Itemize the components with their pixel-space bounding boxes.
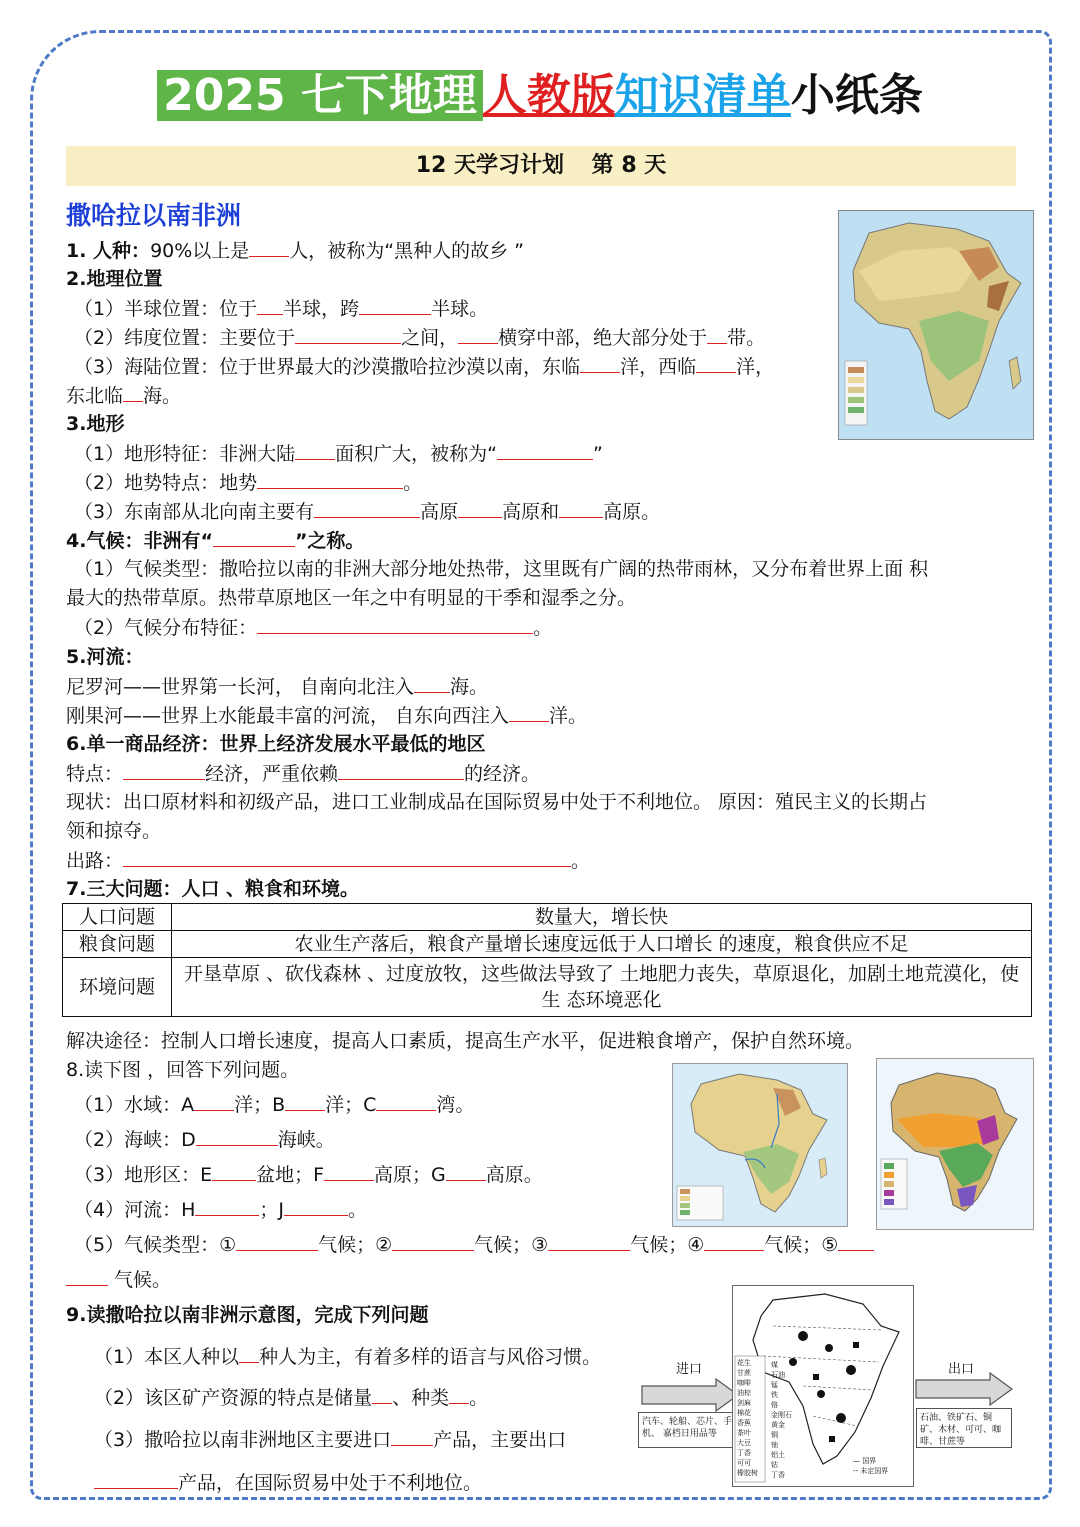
- legend-item: 大豆: [737, 1439, 751, 1447]
- line-climate-distribution: [74, 613, 552, 642]
- legend-label: 未定国界: [860, 1467, 889, 1475]
- line-latitude: [74, 323, 765, 352]
- blank-climate-1[interactable]: [236, 1230, 318, 1251]
- blank-climate-5[interactable]: [838, 1230, 874, 1251]
- legend-item: 可可: [737, 1459, 751, 1467]
- blank-landform-g[interactable]: [446, 1160, 486, 1181]
- export-items-box: [916, 1408, 1012, 1448]
- line-strait: [74, 1125, 335, 1154]
- blank-race-main[interactable]: [239, 1342, 259, 1363]
- legend-item: 钴: [771, 1461, 778, 1469]
- line-congo: [66, 701, 587, 730]
- text: 。: [571, 850, 591, 872]
- heading-ssa-diagram: 9.读撒哈拉以南非洲示意图，完成下列问题: [66, 1304, 429, 1326]
- blank-climate-distribution[interactable]: [257, 613, 533, 634]
- line-economy-solution: [66, 846, 590, 875]
- blank-climate-5-cont[interactable]: [66, 1265, 108, 1286]
- heading-terrain: 3.地形: [66, 413, 125, 435]
- import-items-box: [638, 1412, 736, 1448]
- text: 横穿中部，绝大部分处于: [498, 327, 708, 349]
- text: （1）本区人种以: [94, 1346, 240, 1368]
- item-race-text: 90%以上是: [150, 240, 250, 262]
- heading-problems: 7.三大问题：人口 、粮食和环境。: [66, 878, 360, 900]
- title-part-grade: 2025 七下地理: [157, 70, 483, 121]
- table-cell: 粮食问题: [63, 931, 172, 958]
- heading-location: 2.地理位置: [66, 268, 163, 290]
- export-items-text: 石油、铁矿石、铜矿、木材、可可、咖啡、甘蔗等: [920, 1413, 1002, 1447]
- export-label: 出口: [948, 1362, 975, 1377]
- ssa-map-legend: [737, 1358, 765, 1478]
- line-landforms: [74, 1160, 543, 1189]
- text: （5）气候类型：①: [74, 1234, 237, 1256]
- import-label: 进口: [676, 1362, 703, 1377]
- blank-economy-1[interactable]: [123, 759, 205, 780]
- table-cell: 开垦草原 、砍伐森林 、过度放牧，这些做法导致了 土地肥力丧失，草原退化，加剧土地荒漠化，使生 态环境恶化: [172, 958, 1032, 1017]
- legend-item: 花生: [737, 1359, 751, 1367]
- blank-river-h[interactable]: [195, 1195, 259, 1216]
- legend-item: 棉花: [737, 1409, 751, 1417]
- table-row: [63, 931, 1032, 958]
- blank-mineral-reserve[interactable]: [372, 1383, 392, 1404]
- text: 气候。: [114, 1269, 172, 1291]
- legend-item: 铝土: [771, 1451, 785, 1459]
- text: 洋。: [549, 705, 588, 727]
- text: （2）海峡：D: [74, 1129, 196, 1151]
- table-cell: 环境问题: [63, 958, 172, 1017]
- ssa-resource-map: [732, 1285, 914, 1487]
- legend-item: 铬: [771, 1401, 778, 1409]
- blank-water-c[interactable]: [376, 1090, 436, 1111]
- text: 刚果河——世界上水能最丰富的河流， 自东向西注入: [66, 705, 510, 727]
- text: 盆地；F: [256, 1164, 325, 1186]
- blank-nile-sea[interactable]: [414, 672, 450, 693]
- blank-climate-nickname[interactable]: [213, 526, 295, 547]
- line-terrain-feature: [74, 439, 603, 468]
- text: （3）海陆位置：位于世界最大的沙漠撒哈拉沙漠以南，东临: [74, 356, 581, 378]
- text: 产品，主要出口: [433, 1429, 567, 1451]
- blank-strait[interactable]: [196, 1125, 278, 1146]
- text: 。: [348, 1199, 368, 1221]
- plan-day: 第 8 天: [591, 153, 667, 178]
- line-economy-feature: [66, 759, 540, 788]
- section-title: 撒哈拉以南非洲: [66, 201, 242, 230]
- legend-item: 铁: [771, 1391, 778, 1399]
- africa-physical-map: [838, 210, 1034, 440]
- ssa-map-legend-borders: [853, 1456, 909, 1476]
- line-minerals: [94, 1383, 488, 1412]
- blank-export[interactable]: [94, 1468, 178, 1489]
- blank-river-j[interactable]: [284, 1195, 348, 1216]
- title-part-note: 小纸条: [790, 70, 923, 121]
- text: 种人为主，有着多样的语言与风俗习惯。: [259, 1346, 602, 1368]
- text: 东北临: [66, 385, 124, 407]
- blank-northeast-sea[interactable]: [123, 381, 143, 402]
- text: 。: [403, 472, 423, 494]
- plan-label: 12 天学习计划: [415, 153, 564, 178]
- ssa-map-legend-minerals: [771, 1360, 801, 1480]
- text: 。: [533, 617, 553, 639]
- import-items-text: 汽车、轮船、芯片、手机、 嘉档日用品等: [642, 1417, 733, 1439]
- text: 海峡。: [277, 1129, 335, 1151]
- blank-climate-3[interactable]: [548, 1230, 630, 1251]
- blank-west-ocean[interactable]: [696, 352, 736, 373]
- legend-item: 茶叶: [737, 1429, 751, 1437]
- study-plan-bar: [66, 146, 1016, 186]
- blank-hemisphere-1[interactable]: [257, 294, 283, 315]
- import-arrow: [640, 1378, 740, 1412]
- legend-item: 橡胶树: [737, 1469, 758, 1477]
- africa-labeled-map: [672, 1063, 848, 1227]
- text: 高原；G: [374, 1164, 446, 1186]
- text: （2）气候分布特征：: [74, 617, 258, 639]
- blank-landform-f[interactable]: [324, 1160, 374, 1181]
- text: 高原。: [603, 501, 661, 523]
- text: 气候；③: [474, 1234, 549, 1256]
- text: 气候；⑤: [764, 1234, 839, 1256]
- legend-item: 剑麻: [737, 1399, 751, 1407]
- text: 面积广大，被称为“: [335, 443, 497, 465]
- line-hemisphere: [74, 294, 488, 323]
- text: 气候；②: [318, 1234, 393, 1256]
- text: （3）撒哈拉以南非洲地区主要进口: [94, 1429, 392, 1451]
- text: 海。: [143, 385, 182, 407]
- blank-water-a[interactable]: [194, 1090, 234, 1111]
- text: （1）半球位置：位于: [74, 298, 258, 320]
- text: （3）东南部从北向南主要有: [74, 501, 315, 523]
- legend-item: 铜: [771, 1431, 778, 1439]
- text: 洋，西临: [620, 356, 697, 378]
- blank-congo-ocean[interactable]: [509, 701, 549, 722]
- item-race-tail: 人，被称为“黑种人的故乡 ”: [289, 240, 525, 262]
- legend-item: 煤: [771, 1361, 778, 1369]
- line-economy-status-2: 领和掠夺。: [66, 820, 162, 842]
- text: 。: [469, 1387, 489, 1409]
- text: 海。: [450, 676, 489, 698]
- blank-water-b[interactable]: [285, 1090, 325, 1111]
- text: ”: [592, 443, 603, 465]
- legend-item: 石油: [771, 1371, 785, 1379]
- line-economy-status-1: 现状：出口原材料和初级产品，进口工业制成品在国际贸易中处于不利地位。 原因：殖民主义的长期占: [66, 791, 928, 813]
- legend-item: — 国界: [853, 1457, 877, 1465]
- text: 半球。: [431, 298, 489, 320]
- legend-item: 甘蔗: [737, 1369, 751, 1377]
- blank-hemisphere-2[interactable]: [359, 294, 431, 315]
- blank-latitude-1[interactable]: [295, 323, 401, 344]
- title-part-edition: 人教版: [482, 70, 615, 121]
- text: （1）水域：A: [74, 1094, 195, 1116]
- export-arrow: [914, 1372, 1014, 1406]
- text: （2）纬度位置：主要位于: [74, 327, 296, 349]
- text: 气候；④: [630, 1234, 705, 1256]
- line-nile: [66, 672, 488, 701]
- blank-plateau-1[interactable]: [314, 497, 420, 518]
- line-climate-type-2: 最大的热带草原。热带草原地区一年之中有明显的干季和湿季之分。: [66, 587, 637, 609]
- text: 出路：: [66, 850, 124, 872]
- text: 特点：: [66, 763, 124, 785]
- blank-terrain-1[interactable]: [295, 439, 335, 460]
- line-solution: 解决途径：控制人口增长速度，提高人口素质，提高生产水平，促进粮食增产，保护自然环境。: [66, 1030, 865, 1052]
- blank-latitude-3[interactable]: [707, 323, 727, 344]
- heading-climate: [66, 526, 364, 555]
- africa-climate-map: [876, 1058, 1034, 1230]
- legend-item: 金刚石: [771, 1411, 792, 1419]
- text: ；J: [259, 1199, 284, 1221]
- legend-item: 咖啡: [737, 1379, 751, 1387]
- table-cell: 人口问题: [63, 904, 172, 931]
- line-climate-types: [74, 1230, 874, 1259]
- blank-plateau-2[interactable]: [458, 497, 502, 518]
- text: 4.气候：非洲有“: [66, 530, 213, 552]
- legend-item: -- 未定国界: [853, 1467, 889, 1475]
- blank-mineral-type[interactable]: [449, 1383, 469, 1404]
- item-race-label: 1. 人种：: [66, 240, 151, 262]
- line-trade-2: [94, 1468, 482, 1497]
- text: 高原: [420, 501, 459, 523]
- legend-item: 香蕉: [737, 1419, 751, 1427]
- text: 带。: [727, 327, 766, 349]
- text: 之间，: [401, 327, 459, 349]
- heading-read-map: 8.读下图 ，回答下列问题。: [66, 1059, 300, 1081]
- text: 半球，跨: [283, 298, 360, 320]
- line-waters: [74, 1090, 474, 1119]
- item-race: [66, 236, 524, 265]
- text: （3）地形区：E: [74, 1164, 213, 1186]
- text: （2）地势特点：地势: [74, 472, 258, 494]
- text: 尼罗河——世界第一长河， 自南向北注入: [66, 676, 415, 698]
- legend-label: 国界: [862, 1457, 877, 1465]
- problems-table: [62, 903, 1032, 1017]
- page-title: [0, 62, 1080, 130]
- line-climate-end: [66, 1265, 171, 1294]
- table-cell: 数量大，增长快: [172, 904, 1032, 931]
- line-race-main: [94, 1342, 601, 1371]
- blank-economy-2[interactable]: [338, 759, 464, 780]
- line-rivers-hj: [74, 1195, 367, 1224]
- text: ”之称。: [294, 530, 365, 552]
- line-sea-land: [74, 352, 774, 381]
- legend-item: 油棕: [737, 1389, 751, 1397]
- text: （1）地形特征：非洲大陆: [74, 443, 296, 465]
- blank-climate-2[interactable]: [392, 1230, 474, 1251]
- blank-slope[interactable]: [257, 468, 403, 489]
- text: 、种类: [392, 1387, 450, 1409]
- blank-climate-4[interactable]: [704, 1230, 764, 1251]
- legend-item: 黄金: [771, 1421, 785, 1429]
- text: （4）河流：H: [74, 1199, 196, 1221]
- legend-item: 丁香: [737, 1449, 751, 1457]
- text: 经济，严重依赖: [205, 763, 339, 785]
- blank-economy-solution[interactable]: [123, 846, 571, 867]
- text: 产品，在国际贸易中处于不利地位。: [178, 1472, 483, 1494]
- text: 洋，: [736, 356, 775, 378]
- blank-landform-e[interactable]: [212, 1160, 256, 1181]
- text: 湾。: [436, 1094, 475, 1116]
- table-row: [63, 904, 1032, 931]
- text: 高原和: [502, 501, 560, 523]
- legend-item: 锰: [771, 1381, 778, 1389]
- blank-import[interactable]: [391, 1425, 433, 1446]
- line-northeast-sea: [66, 381, 181, 410]
- blank-east-ocean[interactable]: [580, 352, 620, 373]
- heading-rivers: 5.河流：: [66, 646, 144, 668]
- blank-plateau-3[interactable]: [559, 497, 603, 518]
- legend-item: 铀: [771, 1441, 778, 1449]
- legend-item: 丁香: [771, 1471, 785, 1479]
- blank-latitude-2[interactable]: [458, 323, 498, 344]
- blank-race[interactable]: [249, 236, 289, 257]
- line-plateaus: [74, 497, 660, 526]
- line-terrain-slope: [74, 468, 422, 497]
- blank-terrain-2[interactable]: [497, 439, 593, 460]
- text: 洋；C: [325, 1094, 377, 1116]
- text: 的经济。: [464, 763, 541, 785]
- line-trade-1: [94, 1425, 566, 1454]
- table-cell: 农业生产落后，粮食产量增长速度远低于人口增长 的速度，粮食供应不足: [172, 931, 1032, 958]
- text: （2）该区矿产资源的特点是储量: [94, 1387, 373, 1409]
- text: 洋；B: [234, 1094, 286, 1116]
- table-row: [63, 958, 1032, 1017]
- text: 高原。: [485, 1164, 543, 1186]
- line-climate-type-1: （1）气候类型：撒哈拉以南的非洲大部分地处热带，这里既有广阔的热带雨林，又分布着世界上面 积: [74, 558, 929, 580]
- title-part-list: 知识清单: [614, 70, 791, 121]
- heading-economy: 6.单一商品经济：世界上经济发展水平最低的地区: [66, 733, 486, 755]
